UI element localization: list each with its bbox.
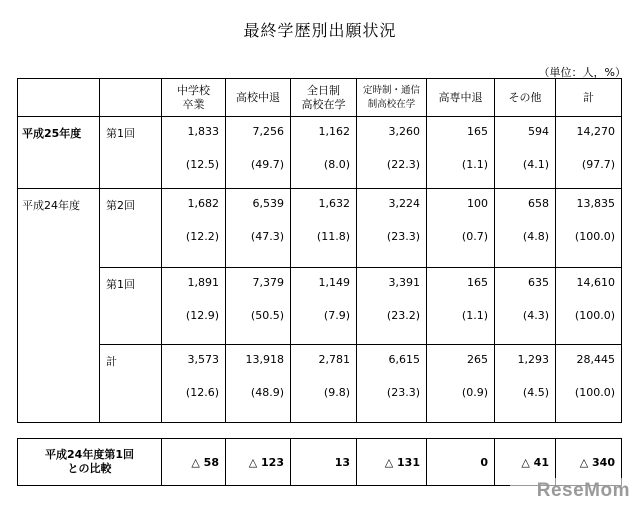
header-other: その他	[495, 79, 556, 117]
cell: 0	[427, 439, 495, 486]
cell: 100 (0.7)	[427, 189, 495, 268]
cell: △ 41	[495, 439, 556, 486]
header-row	[18, 79, 622, 117]
cell: △ 123	[226, 439, 291, 486]
cell: 3,260 (22.3)	[357, 117, 427, 189]
round-label: 第2回	[100, 189, 162, 268]
cell: 14,610 (100.0)	[556, 268, 622, 345]
year-label: 平成25年度	[18, 117, 100, 189]
cell: 1,162 (8.0)	[291, 117, 357, 189]
cell: 14,270 (97.7)	[556, 117, 622, 189]
round-label: 計	[100, 345, 162, 423]
cell: 1,149 (7.9)	[291, 268, 357, 345]
cell: 13	[291, 439, 357, 486]
cell: 1,891 (12.9)	[162, 268, 226, 345]
page-title: 最終学歴別出願状況	[243, 21, 397, 40]
header-parttime-hs: 定時制・通信 制高校在学	[357, 79, 427, 117]
application-table	[17, 78, 622, 423]
cell: 2,781 (9.8)	[291, 345, 357, 423]
watermark-logo: ReseMom	[510, 478, 630, 504]
table-row	[18, 117, 622, 189]
cell: 1,632 (11.8)	[291, 189, 357, 268]
cell: 6,615 (23.3)	[357, 345, 427, 423]
header-total: 計	[556, 79, 622, 117]
cell: 594 (4.1)	[495, 117, 556, 189]
table-row	[18, 345, 622, 423]
header-fulltime-hs: 全日制 高校在学	[291, 79, 357, 117]
cell: 3,224 (23.3)	[357, 189, 427, 268]
cell: 6,539 (47.3)	[226, 189, 291, 268]
cell: 7,379 (50.5)	[226, 268, 291, 345]
table-row	[18, 189, 622, 268]
cell: △ 340	[556, 439, 622, 486]
comparison-label: 平成24年度第1回 との比較	[18, 439, 162, 486]
cell: 1,682 (12.2)	[162, 189, 226, 268]
unit-note: （単位：人，%）	[538, 66, 626, 79]
cell: 13,835 (100.0)	[556, 189, 622, 268]
round-label: 第1回	[100, 117, 162, 189]
header-empty-2	[100, 79, 162, 117]
cell: 3,391 (23.2)	[357, 268, 427, 345]
year-label: 平成24年度	[18, 189, 100, 423]
cell: 658 (4.8)	[495, 189, 556, 268]
header-kosen-dropout: 高専中退	[427, 79, 495, 117]
cell: 28,445 (100.0)	[556, 345, 622, 423]
cell: 1,833 (12.5)	[162, 117, 226, 189]
cell: 1,293 (4.5)	[495, 345, 556, 423]
cell: 165 (1.1)	[427, 268, 495, 345]
round-label: 第1回	[100, 268, 162, 345]
header-junior-high: 中学校 卒業	[162, 79, 226, 117]
cell: △ 131	[357, 439, 427, 486]
cell: 635 (4.3)	[495, 268, 556, 345]
cell: 165 (1.1)	[427, 117, 495, 189]
cell: 7,256 (49.7)	[226, 117, 291, 189]
table-row	[18, 268, 622, 345]
cell: 13,918 (48.9)	[226, 345, 291, 423]
header-hs-dropout: 高校中退	[226, 79, 291, 117]
cell: 3,573 (12.6)	[162, 345, 226, 423]
header-empty-1	[18, 79, 100, 117]
cell: △ 58	[162, 439, 226, 486]
cell: 265 (0.9)	[427, 345, 495, 423]
